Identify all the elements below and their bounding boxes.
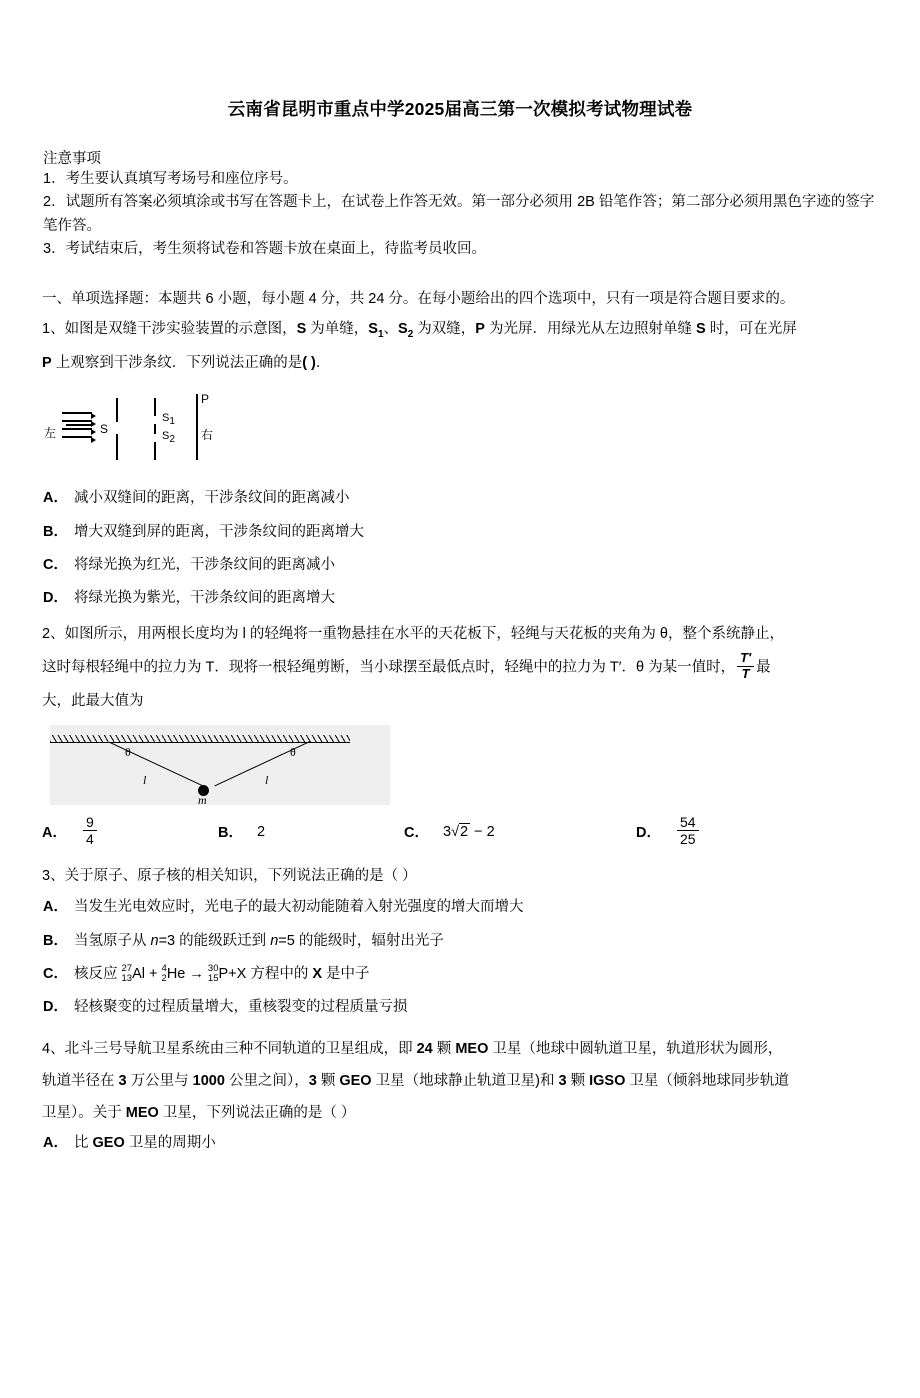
question-2-stem-line-2	[42, 649, 878, 683]
q3-opt-d-label: D．	[43, 999, 68, 1016]
q1-opt-a-label: A．	[43, 490, 68, 507]
question-2-option-b	[218, 821, 404, 842]
fig1-label-p: P	[201, 392, 210, 407]
fig1-label-right: 右	[201, 428, 214, 443]
q2-opt-c-label: C．	[404, 825, 429, 842]
q4-text-1: 北斗三号导航卫星系统由三种不同轨道的卫星组成，即 24 颗 MEO 卫星（地球中圆轨道卫星，轨道形状为圆形，	[64, 1040, 783, 1057]
notice-item-1: 1．考生要认真填写考场号和座位序号。	[43, 171, 298, 187]
fig1-label-s2: S2	[162, 430, 175, 446]
q2-opt-d-fraction: $\frac{54}{25}$	[677, 814, 699, 847]
fig2-theta-right: θ	[290, 745, 296, 760]
question-3-stem	[42, 862, 878, 891]
q1-text-1: 如图是双缝干涉实验装置的示意图，S 为单缝，$S_1$、$S_2$ 为双缝，P 为光屏．用绿光从左边照射单缝 S 时，可在光屏	[64, 321, 797, 341]
question-4-stem-line-1	[42, 1035, 878, 1063]
question-3-option-d	[43, 991, 878, 1024]
fig2-label-m: m	[198, 793, 207, 808]
q1-number: 1、	[42, 321, 65, 338]
q4-number: 4、	[42, 1040, 65, 1057]
q2-text-1: 如图所示，用两根长度均为 l 的轻绳将一重物悬挂在水平的天花板下，轻绳与天花板的夹角为 θ，整个系统静止，	[64, 625, 784, 642]
q1-opt-d-text: 将绿光换为紫光，干涉条纹间的距离增大	[73, 590, 335, 607]
notice-item-3: 3．考试结束后，考生须将试卷和答题卡放在桌面上，待监考员收回。	[43, 241, 487, 258]
question-2-option-c	[404, 821, 636, 842]
q3-opt-a-text: 当发生光电效应时，光电子的最大初动能随着入射光强度的增大而增大	[73, 899, 524, 916]
q3-opt-b-label: B．	[43, 932, 68, 949]
q3-opt-b-text: 当氢原子从 n=3 的能级跃迁到 n=5 的能级时，辐射出光子	[73, 932, 444, 949]
question-1-option-a	[43, 482, 878, 515]
q2-opt-a-label: A．	[42, 825, 67, 842]
q3-opt-d-text: 轻核聚变的过程质量增大，重核裂变的过程质量亏损	[73, 999, 408, 1016]
question-2-option-d	[636, 815, 816, 848]
q1-opt-b-label: B．	[43, 523, 68, 540]
fig1-label-s: S	[100, 422, 109, 437]
question-3-option-a	[43, 891, 878, 924]
question-1-stem-line-2: P 上观察到干涉条纹．下列说法正确的是( )．	[42, 355, 331, 372]
question-3-option-c	[43, 958, 878, 991]
question-1-option-d	[43, 582, 878, 615]
fig2-label-l-left: l	[143, 773, 147, 788]
q1-opt-a-text: 减小双缝间的距离，干涉条纹间的距离减小	[73, 490, 350, 507]
question-2-options-row	[42, 815, 878, 848]
q3-opt-c-text: 核反应 27 13 Al + 4 2 He → 30 15 P+X 方程中的 X 是中子	[73, 962, 370, 984]
question-4-stem-line-3	[42, 1099, 878, 1127]
question-1-stem-line-1	[42, 315, 878, 345]
question-1-option-b	[43, 516, 878, 549]
question-2-stem-line-1	[42, 620, 878, 648]
page-title: 云南省昆明市重点中学2025届高三第一次模拟考试物理试卷	[227, 99, 693, 119]
fig1-label-s1: S1	[162, 412, 175, 428]
q2-text-2b: 最	[756, 659, 771, 676]
q2-opt-b-label: B．	[218, 825, 243, 842]
q1-opt-d-label: D．	[43, 590, 68, 607]
q3-opt-c-label: C．	[43, 965, 68, 982]
fig2-theta-left: θ	[125, 745, 131, 760]
q3-text: 关于原子、原子核的相关知识，下列说法正确的是（ ）	[64, 868, 417, 885]
q2-text-2: 这时每根轻绳中的拉力为 T．现将一根轻绳剪断，当小球摆至最低点时，轻绳中的拉力为 T′．θ 为某一值时，	[42, 659, 736, 676]
question-2-option-a	[42, 815, 218, 848]
question-1-option-c	[43, 549, 878, 582]
q3-number: 3、	[42, 868, 65, 885]
double-slit-diagram	[44, 390, 304, 482]
q2-opt-d-label: D．	[636, 825, 661, 842]
q1-opt-c-label: C．	[43, 557, 68, 573]
fig1-label-left: 左	[44, 426, 57, 441]
q2-opt-c-expression: 3√2 − 2	[442, 823, 495, 840]
q2-opt-b-text: 2	[256, 823, 266, 840]
hanging-ball-diagram	[50, 725, 390, 808]
section-heading: 一、单项选择题：本题共 6 小题，每小题 4 分，共 24 分。在每小题给出的四个选项中，只有一项是符合题目要求的。	[42, 290, 795, 307]
q2-fraction-t-prime-over-t: $\frac{T'}{T}$	[737, 651, 754, 682]
q2-text-3: 大，此最大值为	[42, 692, 144, 709]
q4-opt-a-text: 比 GEO 卫星的周期小	[73, 1135, 216, 1152]
exam-paper-page	[0, 96, 920, 1398]
q2-number: 2、	[42, 625, 65, 642]
question-4-option-a	[43, 1127, 878, 1160]
q4-opt-a-label: A．	[43, 1135, 68, 1152]
question-3-option-b	[43, 925, 878, 958]
notice-heading: 注意事项	[43, 151, 101, 167]
question-4-stem-line-2	[42, 1067, 878, 1095]
q1-opt-b-text: 增大双缝到屏的距离，干涉条纹间的距离增大	[73, 523, 364, 540]
question-2-stem-line-3	[42, 687, 878, 715]
q1-opt-c-text: 将绿光换为红光，干涉条纹间的距离减小	[73, 557, 335, 573]
q4-text-3: 卫星）。关于 MEO 卫星，下列说法正确的是（ ）	[42, 1105, 356, 1122]
notice-item-2: 2．试题所有答案必须填涂或书写在答题卡上，在试卷上作答无效。第一部分必须用 2B 铅笔作答；第二部分必须用黑色字迹的签字笔作答。	[43, 194, 875, 234]
q2-opt-a-fraction: $\frac{9}{4}$	[83, 814, 97, 847]
fig2-label-l-right: l	[265, 773, 269, 788]
q4-text-2: 轨道半径在 3 万公里与 1000 公里之间），3 颗 GEO 卫星（地球静止轨道卫星)和 3 颗 IGSO 卫星（倾斜地球同步轨道	[42, 1072, 789, 1089]
q3-opt-a-label: A．	[43, 899, 68, 916]
